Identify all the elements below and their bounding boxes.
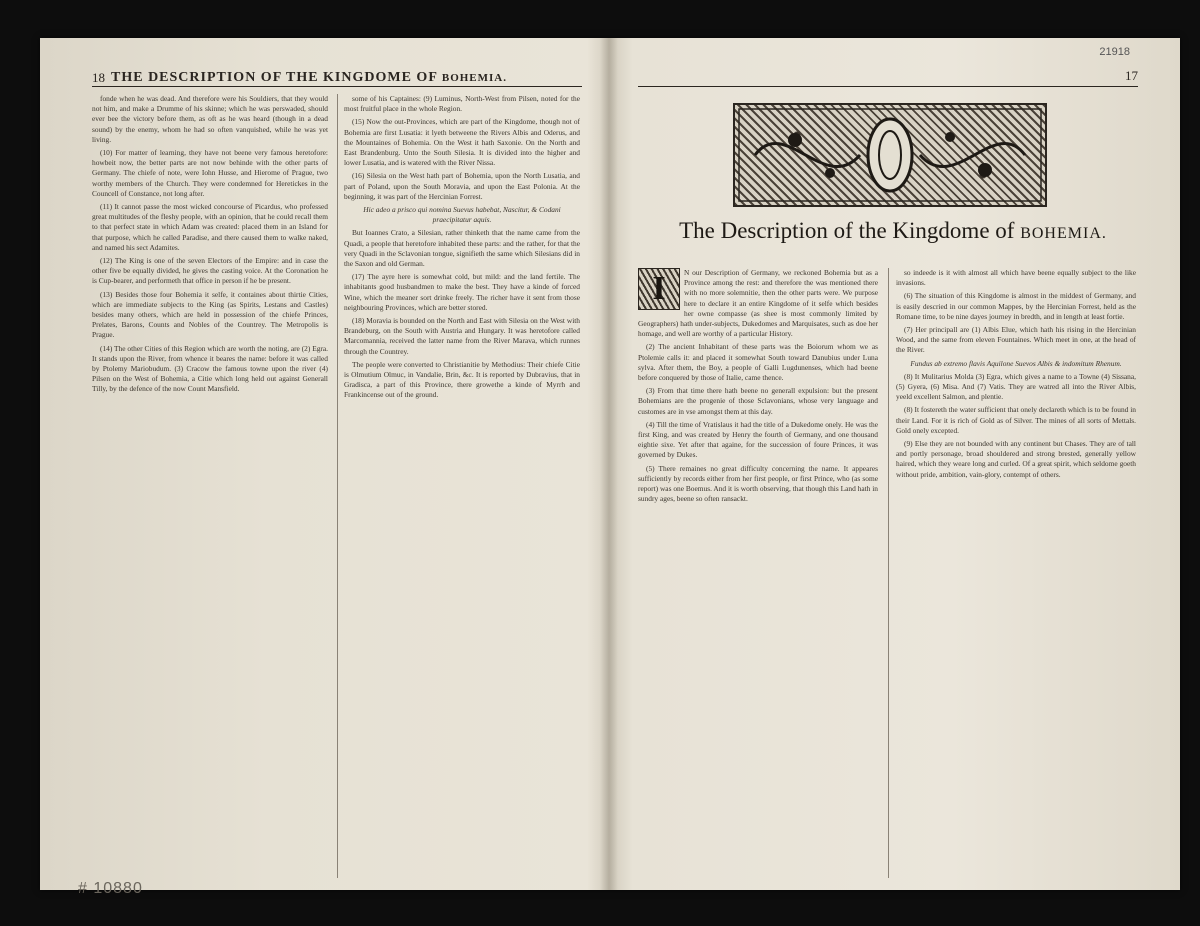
paragraph: (13) Besides those four Bohemia it selfe, it containes about thirtie Cities, which are immediate subjects to the King (as Spirits, Lestans and Castles) besides many others, which are held in possession of the chiefe Princes, Prelates, Barons, Counts and Nobles of the Countrey. The Metropolis is Prague. <box>92 289 328 340</box>
right-header-rule <box>638 86 1138 87</box>
left-column-divider <box>337 94 338 878</box>
drop-cap: I <box>638 268 680 310</box>
right-folio: 17 <box>1125 68 1138 83</box>
paragraph: (18) Moravia is bounded on the North and East with Silesia on the West with Brandeburg, on the South with Austria and Hungary. It was heretofore called Marcomannia, received the latter name from the River Marava, which runnes through the Countrey. <box>344 316 580 356</box>
paragraph: (11) It cannot passe the most wicked concourse of Picardus, who professed great multitudes of the fleshy people, with an opinion, that he could recall them to that perfect state in which Adam was created: placed them in an Island for that purpose, which he called Paradise, and there caused them to walke naked, and named his sect Adamites. <box>92 202 328 252</box>
opening-paragraph <box>638 268 878 339</box>
paragraph: The people were converted to Christianitie by Methodius: Their chiefe Citie is Olmutium Olmuc, in Vandalie, Brin, &c. It is reported by Dubravius, that in Gradisca, a part of this Province, there growethe a kinde of Myrrh and Frankincense out of the ground. <box>344 359 580 400</box>
pencil-inventory-number: # 10880 <box>78 880 143 897</box>
paragraph: (12) The King is one of the seven Electors of the Empire: and in case the other five be equally divided, he gives the casting voice. At the Coronation he is Cup-bearer, and performeth that office in person if he be present. <box>92 256 328 286</box>
left-column-2 <box>344 94 580 878</box>
catalog-number: 21918 <box>1099 46 1130 58</box>
page-title <box>648 218 1138 244</box>
right-column-2 <box>896 268 1136 878</box>
paragraph: (10) For matter of learning, they have not beene very famous heretofore: howbeit now, the better parts are not now behinde with the other parts of Germany. The chiefe of note, were Iohn Husse, and Hierome of Prague, two worthy members of the Church. They were condemned for Heretickes in the Councell of Constance, not long after. <box>92 148 328 198</box>
left-column-1 <box>92 94 328 878</box>
ornamental-headpiece <box>733 103 1047 207</box>
paragraph: (8) It Mulitarius Molda (3) Egra, which gives a name to a Towne (4) Sissana, (5) Gyera, (6) Misa. And (7) Vatis. They are watred all into the River Albis, yeeld excellent Salmon, and plentie. <box>896 371 1136 402</box>
paragraph: so indeede is it with almost all which have beene equally subject to the like invasions. <box>896 268 1136 288</box>
right-page <box>638 46 1138 878</box>
latin-verse: Hic adeo a prisco qui nomina Suevus habebat, Nascitur, & Codani praecipitatur aquis. <box>363 205 561 225</box>
paragraph: fonde when he was dead. And therefore were his Souldiers, that they would not him, and make a Drumme of his skinne; which he was perswaded, should ever bee the victory before them, as oft as he was heard (though in a dead sound) by the enemy, whom he had so often vanquished, while he was yet living. <box>92 94 328 144</box>
opening-text: N our Description of Germany, we reckoned Bohemia but as a Province among the rest: and therefore the was mentioned there with no more solemnitie, then the other parts were. We purpose here to declare it an entire Kingdome of it selfe which besides her owne compasse (as shee is most commonly limited by Geographers) hath under-subjects, Dukedomes and Marquisates, such as doe her homage, and well are worthy of a particular History. <box>638 268 878 339</box>
paragraph: (9) Else they are not bounded with any continent but Chases. They are of tall and portly personage, broad shouldered and strong brested, generally yellow haired, which they weare long and curled. Of a great spirit, which seldome goeth without pride, ambition, vain-glory, contempt of others. <box>896 439 1136 479</box>
paragraph: But Ioannes Crato, a Silesian, rather thinketh that the name came from the Quadi, a people that heretofore inhabited these parts: and the rather, for that the very Quadi in the Sclavonian tongue, signifieth the same which Silesians did in the Saxon and old German. <box>344 228 580 269</box>
running-title-main: THE DESCRIPTION OF THE KINGDOME OF <box>111 70 438 85</box>
page-title-main: The Description of the Kingdome of <box>679 218 1015 243</box>
left-page <box>92 68 582 878</box>
paragraph: (15) Now the out-Provinces, which are part of the Kingdome, though not of Bohemia are first Lusatia: it lyeth betweene the Rivers Albis and Oderus, and the Mountaines of Bohemia. On the West it hath Saxonie. On the North and East Brandenburg. Unto the South Silesia. It is divided into the higher and lower Lusatia, and is watered with the River Nissa. <box>344 117 580 168</box>
paragraph: (2) The ancient Inhabitant of these parts was the Boiorum whom we as Ptolemie calls it: and placed it somewhat South toward Danubius under Luna sylva. After them, the Boy, a people of Galli Lugdunenses, which had beene before conquered by those of Italie, came thence. <box>638 342 878 383</box>
floral-ornament-icon <box>735 105 1045 205</box>
book-gutter <box>600 38 618 890</box>
left-header-rule <box>92 86 582 87</box>
latin-verse: Fundus ab extremo flavis Aquilone Suevos Albis & indomitum Rhenum. <box>910 358 1122 368</box>
paragraph: (16) Silesia on the West hath part of Bohemia, upon the North Lusatia, and part of Poland, upon the South Moravia, and upon the East Polonia. At the beginning, it was part of the Hercinian Forrest. <box>344 171 580 201</box>
book-spread <box>40 38 1180 890</box>
paragraph: (6) The situation of this Kingdome is almost in the middest of Germany, and is easily descried in our common Mappes, by the Hercinian Forrest, held as the Romane time, to be nine dayes journey in bredth, and in length at least fortie. <box>896 291 1136 321</box>
paragraph: some of his Captaines: (9) Luminus, North-West from Pilsen, noted for the most fruitful place in the whole Region. <box>344 94 580 114</box>
paragraph: (14) The other Cities of this Region which are worth the noting, are (2) Egra. It stands upon the River, from whence it beares the name: before it was called by Ptolemy Mariobudum. (3) Cracow the famous towne upon the river (4) Pilsen on the West of Bohemia, a Citie which long held out against Generall Tilly, by the defence of the now Count Mansfield. <box>92 343 328 394</box>
paragraph: (7) Her principall are (1) Albis Elue, which hath his rising in the Hercinian Wood, and the same from eleven Fountaines. Which meet in one, at the head of the River. <box>896 325 1136 355</box>
right-column-divider <box>888 268 889 878</box>
page-title-bohemia: BOHEMIA. <box>1020 225 1107 242</box>
paragraph: (17) The ayre here is somewhat cold, but mild: and the land fertile. The inhabitants good husbandmen to make the best. They have a kinde of forced Wine, which the meaner sort drinke freely. The richer have it sent from those neighbouring Provinces, which are better stored. <box>344 272 580 312</box>
paragraph: (3) From that time there hath beene no generall expulsion: but the present Bohemians are the progenie of those Sclavonians, whose very language and customes are in vse amongst them at this day. <box>638 386 878 416</box>
paragraph: (5) There remaines no great difficulty concerning the name. It appeares sufficiently by records either from her first people, or first Prince, who (as some report) was one Boemus. And it is worth observing, that though this Land hath in sundry ages, beene so often ransackt. <box>638 463 878 504</box>
paragraph: (8) It fostereth the water sufficient that onely declareth which is to be found in their Land. For it is rich of Gold as of Silver. The mines of all sorts of Mettals. Gold onely excepted. <box>896 405 1136 435</box>
left-header <box>92 68 582 88</box>
paragraph: (4) Till the time of Vratislaus it had the title of a Dukedome onely. He was the first King, and was created by Henry the fourth of Germany, and one thousand eightie sixe. Yet after that againe, for the succession of foure Princes, it was governed by Dukes. <box>638 419 878 460</box>
left-folio: 18 <box>92 70 105 85</box>
running-title <box>111 70 507 86</box>
right-column-1 <box>638 268 878 878</box>
running-title-small: BOHEMIA. <box>441 72 508 84</box>
